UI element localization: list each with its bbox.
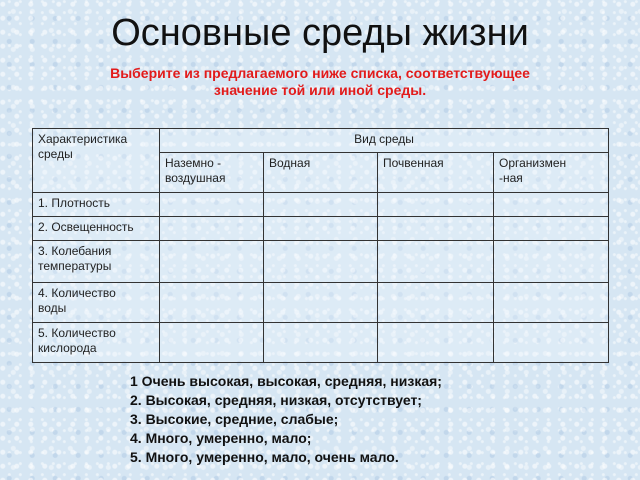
page-title: Основные среды жизни [111, 12, 529, 54]
table-cell [378, 241, 494, 283]
environment-table [32, 128, 609, 363]
group-header: Вид среды [160, 129, 609, 153]
row-header-water-amount-line-2: воды [38, 301, 67, 315]
row-header-temperature-line-1: 3. Колебания [38, 244, 112, 258]
table-cell [160, 193, 264, 217]
instruction-text [40, 65, 600, 99]
table-cell [264, 323, 378, 363]
column-header-land-air-line-1: Наземно - [165, 156, 222, 170]
row-header-water-amount [33, 283, 160, 323]
table-cell [160, 217, 264, 241]
table-cell [494, 283, 609, 323]
table-cell [264, 241, 378, 283]
row-header-oxygen-amount [33, 323, 160, 363]
column-header-water [264, 153, 378, 193]
table-cell [264, 217, 378, 241]
table-row [33, 241, 609, 283]
row-header-density [33, 193, 160, 217]
option-1: 1 Очень высокая, высокая, средняя, низкая; [130, 373, 442, 389]
table-row [33, 283, 609, 323]
table-cell [494, 241, 609, 283]
corner-header-line-1: Характеристика [38, 132, 128, 146]
table-cell [160, 323, 264, 363]
table-cell [160, 283, 264, 323]
table-cell [494, 323, 609, 363]
table-cell [494, 193, 609, 217]
row-header-oxygen-amount-line-1: 5. Количество [38, 326, 116, 340]
row-header-oxygen-amount-line-2: кислорода [38, 341, 97, 355]
row-header-temperature [33, 241, 160, 283]
option-4: 4. Много, умеренно, мало; [130, 430, 312, 446]
option-5: 5. Много, умеренно, мало, очень мало. [130, 449, 399, 465]
table-cell [494, 217, 609, 241]
column-header-soil [378, 153, 494, 193]
table-cell [378, 193, 494, 217]
column-header-land-air [160, 153, 264, 193]
row-header-illumination [33, 217, 160, 241]
column-header-water-line-1: Водная [269, 156, 311, 170]
table-row [33, 193, 609, 217]
table-row [33, 217, 609, 241]
option-3: 3. Высокие, средние, слабые; [130, 411, 339, 427]
table-cell [378, 323, 494, 363]
option-2: 2. Высокая, средняя, низкая, отсутствует; [130, 392, 422, 408]
row-header-density-line-1: 1. Плотность [38, 196, 111, 210]
answer-options-list [130, 372, 442, 467]
instruction-line-2: значение той или иной среды. [213, 82, 427, 98]
table-cell [378, 283, 494, 323]
column-header-organism-line-1: Организмен [499, 156, 567, 170]
table-cell [264, 193, 378, 217]
row-header-water-amount-line-1: 4. Количество [38, 286, 116, 300]
corner-header-line-2: среды [38, 147, 73, 161]
column-header-organism-line-2: -ная [499, 171, 523, 185]
table-cell [264, 283, 378, 323]
column-header-land-air-line-2: воздушная [165, 171, 226, 185]
corner-header [33, 129, 160, 193]
row-header-illumination-line-1: 2. Освещенность [38, 220, 134, 234]
table-row [33, 323, 609, 363]
column-header-soil-line-1: Почвенная [383, 156, 444, 170]
instruction-line-1: Выберите из предлагаемого ниже списка, соответствующее [110, 65, 530, 81]
column-header-organism [494, 153, 609, 193]
table-cell [378, 217, 494, 241]
row-header-temperature-line-2: температуры [38, 259, 112, 273]
table-cell [160, 241, 264, 283]
